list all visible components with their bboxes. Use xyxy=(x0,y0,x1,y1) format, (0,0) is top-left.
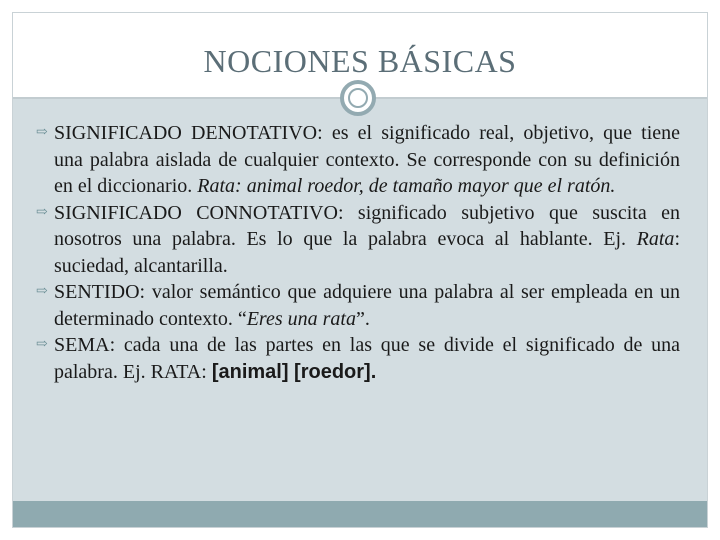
semes: [animal] [roedor]. xyxy=(211,360,377,383)
term: SIGNIFICADO DENOTATIVO xyxy=(54,122,318,144)
list-item-connotativo xyxy=(36,200,680,280)
example-rest: : suciedad, alcantarilla. xyxy=(54,228,680,277)
definition: : significado subjetivo que suscita en nosotros una palabra. Es lo que la palabra evoca al hablante. Ej. xyxy=(54,201,680,250)
hollow-right-arrow-icon: ⇨ xyxy=(36,125,48,140)
slide-title: NOCIONES BÁSICAS xyxy=(203,43,517,79)
hollow-right-arrow-icon: ⇨ xyxy=(36,204,48,220)
quote-end: ”. xyxy=(355,307,370,330)
hollow-right-arrow-icon: ⇨ xyxy=(36,337,48,352)
hollow-right-arrow-icon: ⇨ xyxy=(36,284,48,299)
term: SENTIDO xyxy=(54,281,140,303)
definition: : cada una de las partes en las que se divide el significado de una palabra. Ej. RATA: xyxy=(54,334,680,383)
ring-ornament-icon xyxy=(340,80,376,116)
definition: : es el significado real, objetivo, que tiene una palabra aislada de cualquier contexto. Se corresponde con su definición en el diccionario. xyxy=(54,122,681,197)
bullet-list xyxy=(36,120,680,385)
list-item-sema xyxy=(36,332,680,385)
list-item-sentido xyxy=(36,279,680,332)
term: SIGNIFICADO CONNOTATIVO xyxy=(54,201,338,224)
example-word: Rata xyxy=(636,228,675,250)
example: Rata: animal roedor, de tamaño mayor que el ratón. xyxy=(197,175,616,197)
definition: : valor semántico que adquiere una palabra al ser empleada en un determinado contexto. “ xyxy=(54,281,680,330)
footer-bar xyxy=(13,501,707,527)
quote: Eres una rata xyxy=(246,307,356,330)
list-item-denotativo xyxy=(36,120,680,200)
term: SEMA xyxy=(54,334,110,356)
